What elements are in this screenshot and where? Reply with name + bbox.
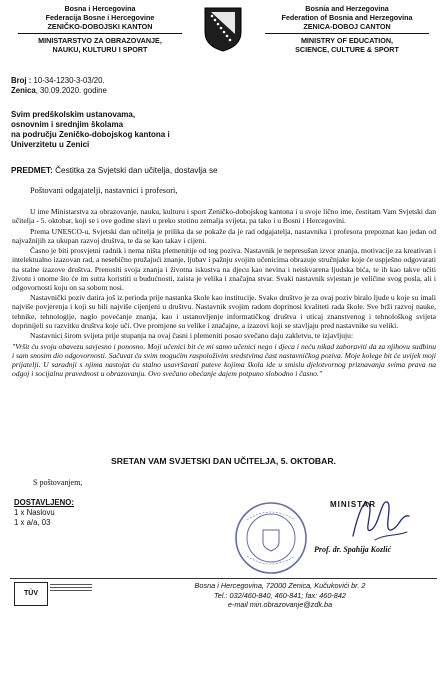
- letterhead-line: ZENIČKO-DOBOJSKI KANTON: [47, 22, 153, 31]
- handwritten-signature-icon: [345, 490, 415, 548]
- closing-greeting: SRETAN VAM SVJETSKI DAN UČITELJA, 5. OKTOBAR.: [111, 456, 336, 466]
- distribution-list: [14, 498, 74, 528]
- recipient-line: Svim predškolskim ustanovama,: [11, 110, 136, 119]
- oath-quote: "Vršit ću svoju obavezu savjesno i ponosno. Moji učenici bit će mi samo učenici nego i djeca i neću nikad zaboraviti da za njihovu sudbinu i sam snosim dio odgovornosti. Sačuvat ću svim mogućim raspoloživim sredstvima čast nastavničkog poziva. Moje kolege bit će uvijek moji prijatelji. U saradnji s njima nastojat ću stalno usavršavati puteve kojima škola ide u smislu djelotvornog priznavanja svima prava na odgoj i socijalnu pravednost u obrazovanju. Ovo svečano obećanje dajem potpuno slobodno i časno.": [12, 341, 436, 379]
- salutation: Poštovani odgajatelji, nastavnici i profesori,: [30, 186, 178, 195]
- letterhead-line: Federacija Bosne i Hercegovine: [45, 13, 155, 22]
- official-stamp-icon: [233, 500, 309, 576]
- footer-email: e-mail min.obrazovanje@zdk.ba: [227, 600, 333, 609]
- document-date: Zenica, 30.09.2020. godine: [11, 85, 107, 95]
- coat-of-arms-icon: [203, 6, 243, 52]
- letterhead-right: [257, 4, 437, 54]
- recipient-line: osnovnim i srednjim školama: [11, 120, 124, 129]
- paragraph: Prema UNESCO-u, Svjetski dan učitelja je prilika da se pokaže da je rad odgajatelja, nastavnika i profesora prepoznat kao jedan od najvažnijih za ukupan razvoj društva, te da se kao takav i cijeni.: [12, 226, 436, 245]
- document-meta: [11, 76, 431, 95]
- paragraph: Nastavnički poziv datira još iz perioda prije nastanka škole kao institucije. Svako društvo je za ovaj poziv biralo ljude u koje su imali najviše povjerenja i koji su bili najviše cijenjeni u društvu. Nastavnik svojim radom doprinosi kvaliteti rada škole. Sve brži razvoj nauke, tehnike, tehnologije, naglo povećanje znanja, kao i ustanovljenje informatičkog društva i uticaj znanstvenog i tehnološkog svijeta doprinijeli su razvitku društva koje uči. Ove promjene su velike i značajne, a izazovi koji se stavljaju pred nastavnike su veliki.: [12, 293, 436, 330]
- recipient-line: Univerzitetu u Zenici: [11, 140, 90, 149]
- letterhead-line: Bosna i Hercegovina: [64, 4, 136, 13]
- distribution-title: DOSTAVLJENO:: [14, 498, 74, 507]
- letterhead-line: Federation of Bosnia and Herzegovina: [281, 13, 413, 22]
- subject-line: [11, 166, 441, 175]
- paragraph: Časno je biti prosvjetni radnik i nema ništa plemenitije od tog poziva. Nastavnik je nepresušan izvor znanja, motivacije za kreativan i intelektualno izazovan rad, a nesebično pružajući znanje, ljubav i pažnju svojim učenicima obrazuje stručnjake koje će uspješno odgovarati na stalne izazove društva. Prenositi svoja znanja i životna iskustva na djecu kao nevina i neiskvarena ljudska bića, te ih kao takve učiti životu i onome što će im sutra koristiti u budućnosti, zaista je velika i značajna stvar. Svaki nastavnik svjestan je veličine svog posla, ali i odgovornosti koju on sa sobom nosi.: [12, 246, 436, 292]
- tuv-logo-icon: TÜV: [14, 582, 48, 606]
- subject-label: PREDMET:: [11, 166, 53, 175]
- letterhead-line: ZENICA-DOBOJ CANTON: [303, 22, 391, 31]
- subject-text: Čestitka za Svjetski dan učitelja, dostavlja se: [55, 166, 218, 175]
- iso-fine-print-icon: [50, 582, 92, 593]
- reference-number: Broj : 10-34-1230-3-03/20.: [11, 76, 105, 85]
- paragraph: Nastavnici širom svijeta prije stupanja na ovaj časni i plemeniti posao svečano daju zakletvu, te izjavljuju:: [30, 331, 354, 341]
- iso-certification-badge: [14, 578, 92, 618]
- signatory-title: MINISTAR: [330, 500, 377, 509]
- paragraph: U ime Ministarstva za obrazovanje, nauku, kulturu i sport Zeničko-dobojskog kantona i u svoje lično ime, čestitam Vam Svjetski dan učitelja - 5. oktobar, koji se i ove godine slavi u preko stotinu zemalja svijeta, pa tako i u Bosni i Hercegovini.: [12, 207, 436, 226]
- recipients-block: [11, 110, 311, 150]
- letterhead-line: SCIENCE, CULTURE & SPORT: [295, 45, 399, 54]
- recipient-line: na području Zeničko-dobojskog kantona i: [11, 130, 170, 139]
- distribution-line: 1 x a/a, 03: [14, 518, 51, 527]
- footer-phone: Tel.: 032/460-840, 460-841; fax: 460-842: [214, 590, 346, 600]
- letter-body: [12, 207, 436, 380]
- letterhead-left: [10, 4, 190, 54]
- respect-line: S poštovanjem,: [33, 478, 83, 487]
- letterhead-line: MINISTARSTVO ZA OBRAZOVANJE,: [38, 36, 162, 45]
- footer-contact: [150, 581, 410, 610]
- distribution-line: 1 x Naslovu: [14, 508, 55, 517]
- divider: [265, 33, 429, 34]
- footer-address: Bosna i Hercegovina, 72000 Zenica, Kučukovići br. 2: [194, 581, 366, 590]
- letterhead-line: MINISTRY OF EDUCATION,: [300, 36, 394, 45]
- divider: [18, 33, 182, 34]
- letterhead-line: Bosnia and Herzegovina: [305, 4, 389, 13]
- letterhead-line: NAUKU, KULTURU I SPORT: [52, 45, 148, 54]
- signatory-name: Prof. dr. Spahija Kozlić: [314, 545, 392, 554]
